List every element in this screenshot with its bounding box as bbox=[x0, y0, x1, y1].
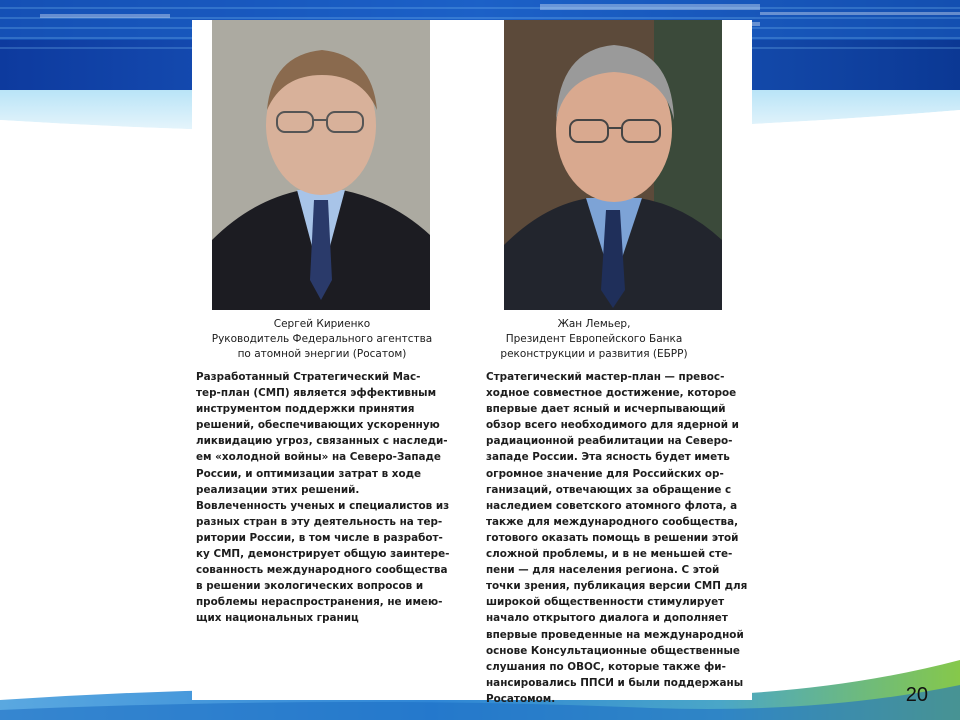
text-line: ритории России, в том числе в разработ- bbox=[196, 531, 443, 544]
quote-text-right bbox=[486, 369, 756, 707]
text-line: слушания по ОВОС, которые также фи- bbox=[486, 660, 726, 673]
text-line: реализации этих решений. bbox=[196, 483, 360, 496]
caption-left bbox=[182, 317, 462, 362]
text-line: огромное значение для Российских ор- bbox=[486, 467, 724, 480]
text-line: начало открытого диалога и дополняет bbox=[486, 612, 728, 625]
text-line: инструментом поддержки принятия bbox=[196, 403, 415, 416]
text-line: сованность международного сообщества bbox=[196, 564, 448, 577]
text-line: также для международного сообщества, bbox=[486, 515, 739, 528]
portrait-photo-right bbox=[504, 20, 722, 310]
text-line: широкой общественности стимулирует bbox=[486, 596, 725, 609]
text-line: наследием советского атомного флота, а bbox=[486, 499, 738, 512]
text-line: России, и оптимизации затрат в ходе bbox=[196, 467, 422, 480]
quote-text-left bbox=[196, 369, 466, 627]
text-line: Вовлеченность ученых и специалистов из bbox=[196, 499, 450, 512]
text-line: разных стран в эту деятельность на тер- bbox=[196, 515, 443, 528]
person-title-left-line-2: по атомной энергии (Росатом) bbox=[237, 348, 407, 360]
text-line: ку СМП, демонстрирует общую заинтере- bbox=[196, 548, 450, 561]
person-title-left-line-1: Руководитель Федерального агентства bbox=[211, 333, 433, 345]
text-line: впервые проведенные на международной bbox=[486, 628, 744, 641]
text-line: готового оказать помощь в решении этой bbox=[486, 531, 739, 544]
person-title-right-line-1: Президент Европейского Банка bbox=[505, 333, 683, 345]
text-line: ходное совместное достижение, которое bbox=[486, 387, 737, 400]
document-page bbox=[192, 20, 752, 705]
text-line: тер-план (СМП) является эффективным bbox=[196, 387, 437, 400]
text-line: точки зрения, публикация версии СМП для bbox=[486, 580, 748, 593]
text-line: обзор всего необходимого для ядерной и bbox=[486, 419, 739, 432]
text-line: сложной проблемы, и в не меньшей сте- bbox=[486, 548, 733, 561]
text-line: Стратегический мастер-план — превос- bbox=[486, 371, 725, 383]
text-line: ем «холодной войны» на Северо-Западе bbox=[196, 451, 441, 464]
text-line: ганизаций, отвечающих за обращение с bbox=[486, 483, 732, 496]
text-line: проблемы нераспространения, не имею- bbox=[196, 596, 443, 609]
portrait-photo-left bbox=[212, 20, 430, 310]
person-name-left: Сергей Кириенко bbox=[273, 318, 371, 330]
text-line: нансировались ППСИ и были поддержаны bbox=[486, 676, 744, 689]
text-line: западе России. Эта ясность будет иметь bbox=[486, 451, 730, 464]
text-line: в решении экологических вопросов и bbox=[196, 580, 424, 593]
text-line: решений, обеспечивающих ускоренную bbox=[196, 419, 440, 432]
text-line: щих национальных границ bbox=[196, 612, 359, 625]
text-line: радиационной реабилитации на Северо- bbox=[486, 435, 733, 448]
person-title-right-line-2: реконструкции и развития (ЕБРР) bbox=[500, 348, 688, 360]
text-line: Росатомом. bbox=[486, 692, 556, 705]
caption-right bbox=[454, 317, 734, 362]
text-line: Разработанный Стратегический Мас- bbox=[196, 371, 421, 383]
slide-number: 20 bbox=[905, 684, 928, 706]
person-name-right: Жан Лемьер, bbox=[557, 318, 631, 330]
text-line: основе Консультационные общественные bbox=[486, 644, 740, 657]
text-line: пени — для населения региона. С этой bbox=[486, 564, 720, 577]
text-line: впервые дает ясный и исчерпывающий bbox=[486, 403, 726, 416]
text-line: ликвидацию угроз, связанных с наследи- bbox=[196, 435, 448, 448]
